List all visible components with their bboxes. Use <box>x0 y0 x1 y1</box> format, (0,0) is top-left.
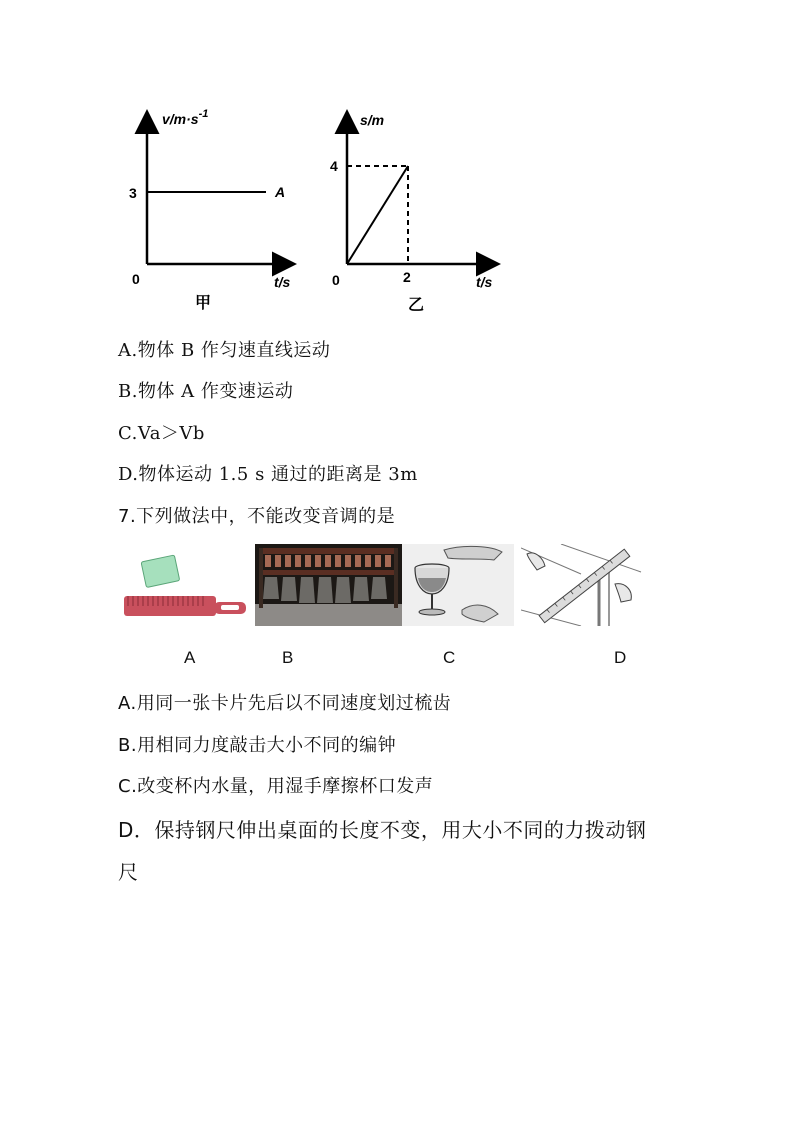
y-tick-4: 4 <box>330 158 338 174</box>
q6-option-c: C.Va＞Vb <box>118 423 205 444</box>
q6-option-a: A.物体 B 作匀速直线运动 <box>118 340 331 361</box>
q7-option-a: A.用同一张卡片先后以不同速度划过梳齿 <box>118 693 452 714</box>
graph-caption: 乙 <box>408 295 425 314</box>
q7-option-c: C.改变杯内水量，用湿手摩擦杯口发声 <box>118 776 434 797</box>
x-tick-2: 2 <box>403 269 411 285</box>
q6-option-d: D.物体运动 1.5 s 通过的距离是 3m <box>118 464 418 485</box>
graph-caption: 甲 <box>195 293 212 312</box>
comb-card-image <box>118 544 250 626</box>
wine-glass-image <box>402 544 514 626</box>
chime-bells-image <box>255 544 402 626</box>
q7-option-d-continued: 尺 <box>118 860 139 884</box>
image-label-c: C <box>443 648 456 667</box>
y-axis-label: s/m <box>360 112 385 128</box>
q7-stem: 7.下列做法中，不能改变音调的是 <box>118 506 396 527</box>
line-b <box>347 166 408 264</box>
y-tick-3: 3 <box>129 185 137 201</box>
graph-jia-vt <box>118 100 308 320</box>
ruler-desk-image <box>521 544 643 626</box>
x-axis-label: t/s <box>274 274 291 290</box>
q7-option-b: B.用相同力度敲击大小不同的编钟 <box>118 735 397 756</box>
x-axis-label: t/s <box>476 274 493 290</box>
image-label-a: A <box>184 648 196 667</box>
y-axis-label: $v/m\cdot s^{-1}$ <box>162 108 209 127</box>
line-a-label: A <box>275 184 286 200</box>
q6-option-b: B.物体 A 作变速运动 <box>118 381 294 402</box>
image-label-b: B <box>282 648 294 667</box>
origin-label: 0 <box>132 271 140 287</box>
origin-label: 0 <box>332 272 340 288</box>
q7-option-d: D．保持钢尺伸出桌面的长度不变，用大小不同的力拨动钢 <box>118 818 647 842</box>
graph-yi-st <box>320 100 510 320</box>
image-label-d: D <box>614 648 627 667</box>
